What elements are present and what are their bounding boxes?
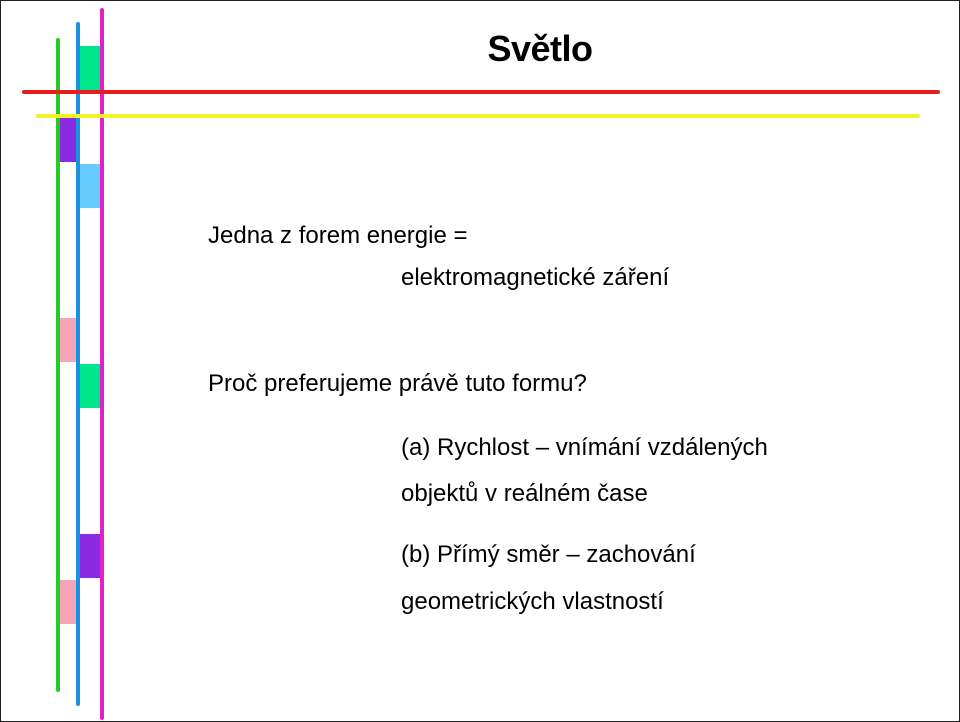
- mint-block-top: [80, 46, 100, 90]
- reason-b-line2: geometrických vlastností: [401, 588, 664, 615]
- reason-b-line1: (b) Přímý směr – zachování: [401, 541, 696, 568]
- question-line: Proč preferujeme právě tuto formu?: [208, 370, 587, 397]
- slide-title: Světlo: [487, 28, 593, 69]
- mint-block-middle: [80, 364, 100, 408]
- reason-a-line1: (a) Rychlost – vnímání vzdálených: [401, 434, 768, 461]
- red-horizontal-line: [22, 90, 940, 94]
- yellow-horizontal-line: [36, 114, 920, 118]
- purple-block-bottom: [80, 534, 100, 578]
- radiation-line: elektromagnetické záření: [401, 264, 670, 291]
- pink-block-bottom: [60, 580, 76, 624]
- purple-block-top: [60, 118, 76, 162]
- pink-block-middle: [60, 318, 76, 362]
- energy-line: Jedna z forem energie =: [208, 222, 468, 249]
- reason-a-line2: objektů v reálném čase: [401, 480, 648, 507]
- lightblue-block: [80, 164, 100, 208]
